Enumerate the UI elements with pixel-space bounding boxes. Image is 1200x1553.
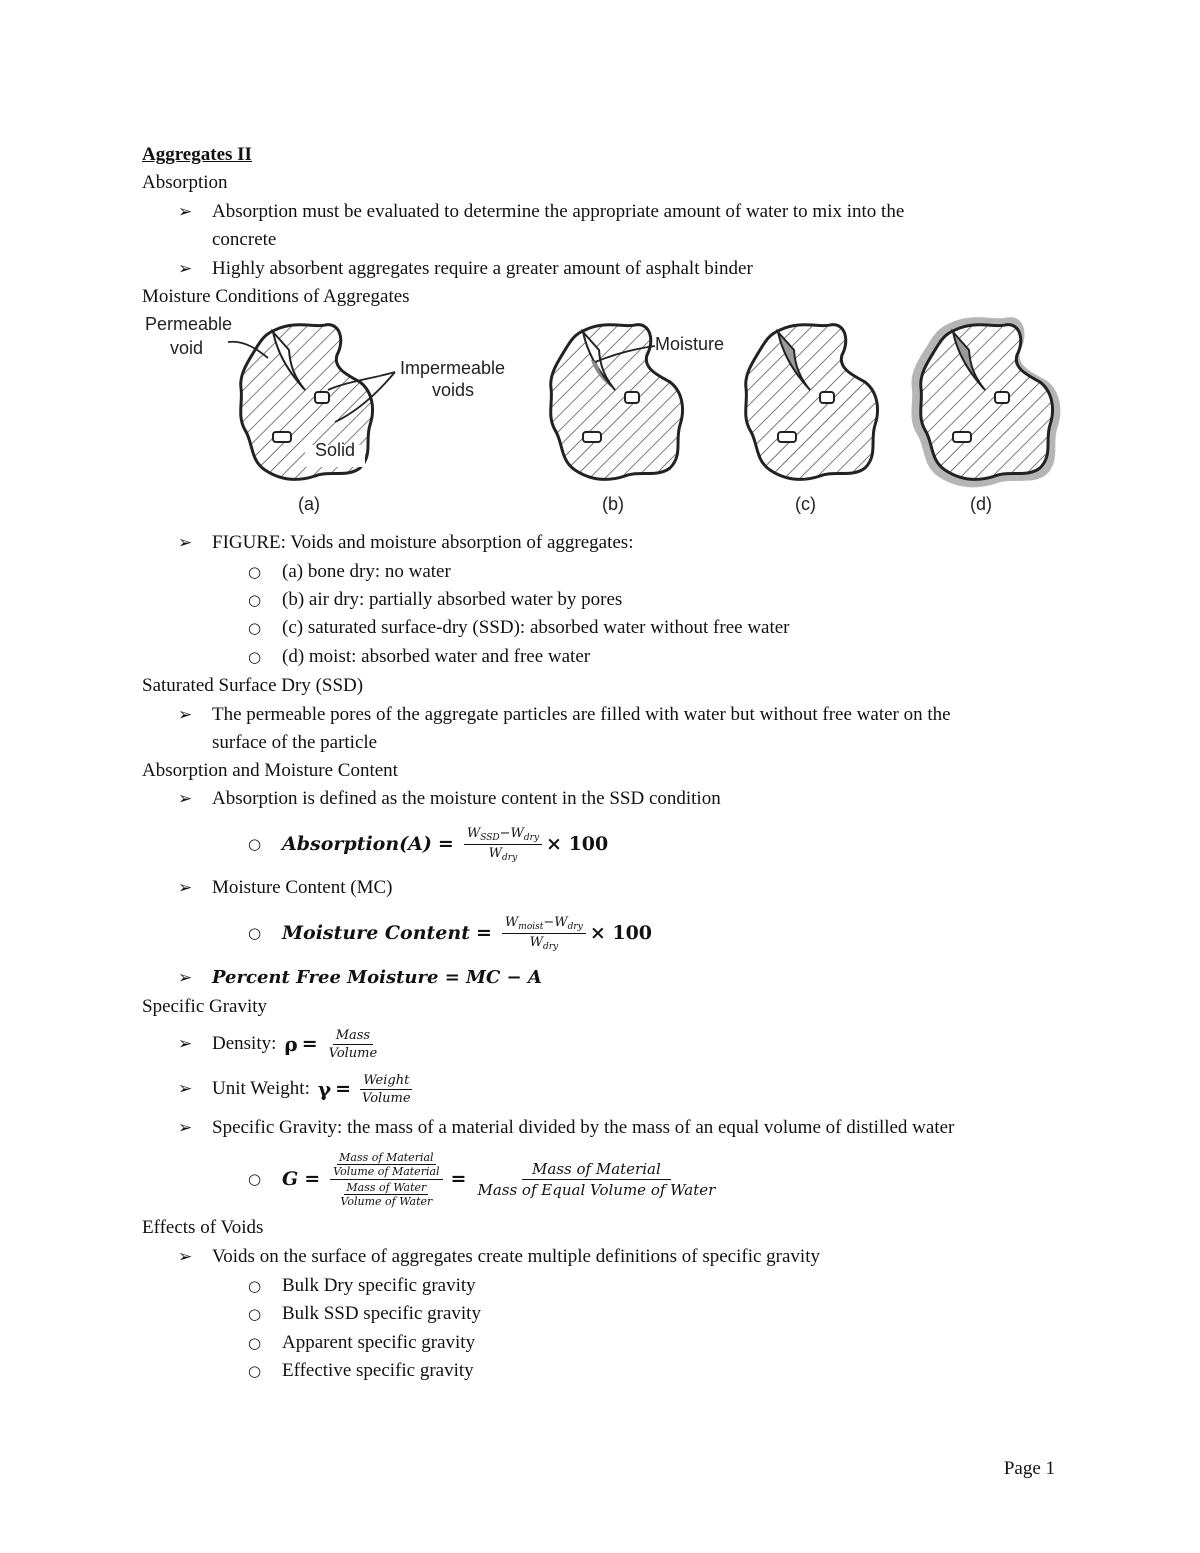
moisture-content-formula: Moisture Content = $\frac{W_{moist}-W_{dry}}{W_{dry}}$ × 100 xyxy=(282,914,653,952)
arrow-bullet-icon: ➢ xyxy=(178,533,193,553)
condition-item-a: (a) bone dry: no water xyxy=(282,561,451,582)
free-moisture-formula: Percent Free Moisture = MC − A xyxy=(212,967,542,988)
label-d: (d) xyxy=(970,494,992,514)
label-impermeable: Impermeable xyxy=(400,358,506,378)
circle-bullet-icon: ○ xyxy=(248,1362,262,1380)
sg-type-item: Effective specific gravity xyxy=(282,1360,474,1381)
label-permeable: Permeable xyxy=(145,314,233,334)
label-void: void xyxy=(170,338,204,358)
mc-lhs: Moisture Content xyxy=(282,922,470,944)
ssd-bullet: The permeable pores of the aggregate particles are filled with water but without free water on the xyxy=(212,704,951,725)
figure-caption: FIGURE: Voids and moisture absorption of aggregates: xyxy=(212,532,634,553)
sg-type-item: Bulk Dry specific gravity xyxy=(282,1275,476,1296)
arrow-bullet-icon: ➢ xyxy=(178,1118,193,1138)
moisture-content-label: Moisture Content (MC) xyxy=(212,877,393,898)
label-b: (b) xyxy=(602,494,624,514)
circle-bullet-icon: ○ xyxy=(248,1170,262,1188)
specific-gravity-formula: G = Mass of Material Volume of Material Mass of Water Volume of Water = $\frac{\text{Mass of Material}}{\text{Mass of Equal Volume of Water}}$ xyxy=(282,1144,722,1214)
arrow-bullet-icon: ➢ xyxy=(178,1079,193,1099)
arrow-bullet-icon: ➢ xyxy=(178,705,193,725)
arrow-bullet-icon: ➢ xyxy=(178,202,193,222)
label-c: (c) xyxy=(795,494,816,514)
label-voids: voids xyxy=(432,380,475,400)
condition-item-d: (d) moist: absorbed water and free water xyxy=(282,646,591,667)
label-moisture: Moisture xyxy=(655,334,725,354)
times-hundred: × 100 xyxy=(589,922,653,944)
condition-item-c: (c) saturated surface-dry (SSD): absorbed water without free water xyxy=(282,617,790,638)
absorption-bullet-1-cont: concrete xyxy=(212,229,277,250)
label-solid: Solid xyxy=(315,440,356,460)
absorption-bullet-2: Highly absorbent aggregates require a greater amount of asphalt binder xyxy=(212,258,753,279)
section-heading-absorption: Absorption xyxy=(142,172,228,193)
g-simple-fraction: $\frac{\text{Mass of Material}}{\text{Mass of Equal Volume of Water}}$ xyxy=(477,1159,716,1199)
ssd-bullet-cont: surface of the particle xyxy=(212,732,378,753)
section-heading-moisture-conditions: Moisture Conditions of Aggregates xyxy=(142,286,410,307)
circle-bullet-icon: ○ xyxy=(248,619,262,637)
absorption-formula: Absorption(A) = $\frac{W_{SSD}-W_{dry}}{W_{dry}}$ × 100 xyxy=(282,825,609,863)
arrow-bullet-icon: ➢ xyxy=(178,968,193,988)
section-heading-absorption-mc: Absorption and Moisture Content xyxy=(142,760,398,781)
aggregate-moisture-figure xyxy=(140,310,1070,525)
section-heading-specific-gravity: Specific Gravity xyxy=(142,996,268,1017)
circle-bullet-icon: ○ xyxy=(248,1334,262,1352)
page-number: Page 1 xyxy=(1003,1458,1055,1479)
page-title: Aggregates II xyxy=(142,144,252,165)
absorption-definition: Absorption is defined as the moisture content in the SSD condition xyxy=(212,788,721,809)
circle-bullet-icon: ○ xyxy=(248,924,262,942)
unit-weight-formula: Unit Weight: γ = $\frac{\text{Weight}}{\text{Volume}}$ xyxy=(212,1072,411,1106)
absorption-lhs: Absorption(A) xyxy=(282,833,432,855)
circle-bullet-icon: ○ xyxy=(248,1305,262,1323)
g-complex-fraction: Mass of Material Volume of Material Mass of Water Volume of Water xyxy=(330,1151,442,1208)
mc-fraction: $\frac{W_{moist}-W_{dry}}{W_{dry}}$ xyxy=(502,915,586,952)
times-hundred: × 100 xyxy=(546,833,609,855)
voids-bullet: Voids on the surface of aggregates create multiple definitions of specific gravity xyxy=(212,1246,820,1267)
circle-bullet-icon: ○ xyxy=(248,835,262,853)
circle-bullet-icon: ○ xyxy=(248,563,262,581)
figure-panel-d xyxy=(911,317,1060,487)
arrow-bullet-icon: ➢ xyxy=(178,1247,193,1267)
sg-type-item: Bulk SSD specific gravity xyxy=(282,1303,481,1324)
section-heading-ssd: Saturated Surface Dry (SSD) xyxy=(142,675,364,696)
absorption-bullet-1: Absorption must be evaluated to determine the appropriate amount of water to mix into the xyxy=(212,201,905,222)
circle-bullet-icon: ○ xyxy=(248,648,262,666)
sg-type-item: Apparent specific gravity xyxy=(282,1332,476,1353)
arrow-bullet-icon: ➢ xyxy=(178,1034,193,1054)
arrow-bullet-icon: ➢ xyxy=(178,789,193,809)
arrow-bullet-icon: ➢ xyxy=(178,878,193,898)
condition-item-b: (b) air dry: partially absorbed water by pores xyxy=(282,589,623,610)
circle-bullet-icon: ○ xyxy=(248,591,262,609)
density-formula: Density: ρ = $\frac{\text{Mass}}{\text{Volume}}$ xyxy=(212,1027,378,1061)
label-a: (a) xyxy=(298,494,320,514)
arrow-bullet-icon: ➢ xyxy=(178,259,193,279)
figure-panel-c xyxy=(746,325,878,480)
circle-bullet-icon: ○ xyxy=(248,1277,262,1295)
specific-gravity-definition: Specific Gravity: the mass of a material divided by the mass of an equal volume of distilled water xyxy=(212,1117,955,1138)
section-heading-voids: Effects of Voids xyxy=(142,1217,264,1238)
absorption-fraction: $\frac{W_{SSD}-W_{dry}}{W_{dry}}$ xyxy=(464,826,542,863)
